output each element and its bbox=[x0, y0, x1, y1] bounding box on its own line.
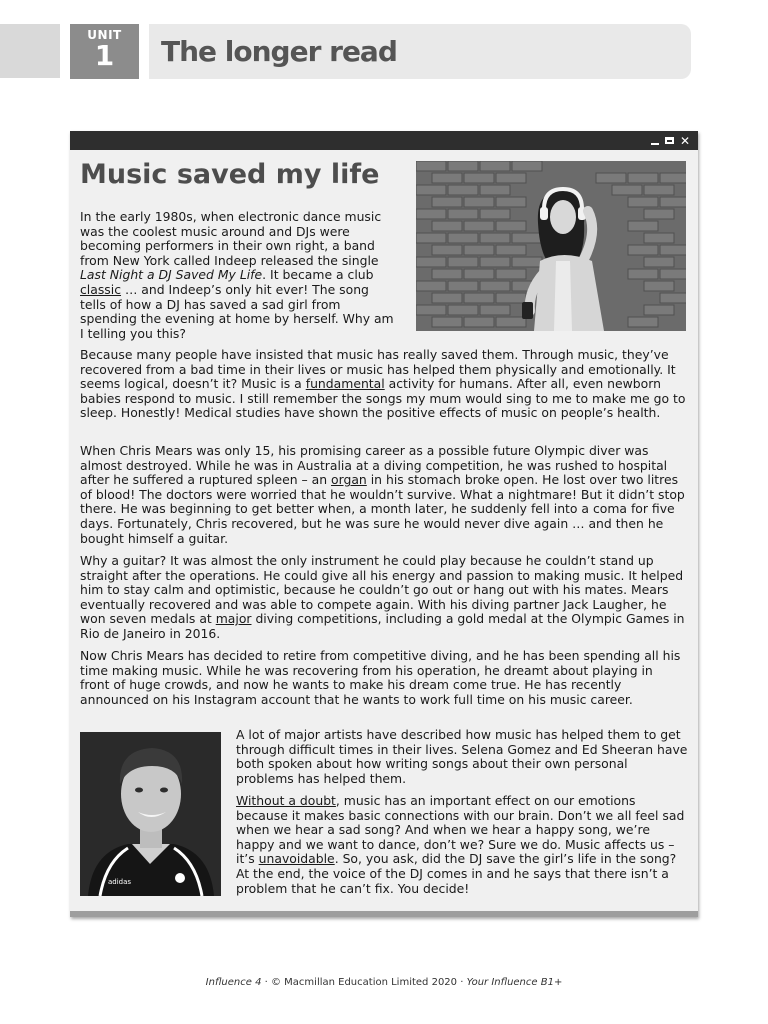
left-tab-decoration bbox=[0, 24, 60, 78]
article-window bbox=[70, 131, 698, 917]
paragraph-5 bbox=[80, 649, 686, 707]
paragraph-2 bbox=[80, 348, 686, 421]
glossary-word: major bbox=[215, 611, 252, 627]
paragraph-4 bbox=[80, 554, 686, 642]
chris-mears-portrait-photo bbox=[80, 732, 221, 896]
text-run: A lot of major artists have described how music has helped them to get through difficult times in their lives. Selena Gomez and Ed Sheeran have both spoken about how writing songs about their own personal problems has helped them. bbox=[236, 727, 688, 786]
window-title-bar bbox=[70, 131, 698, 150]
glossary-word: fundamental bbox=[305, 376, 385, 392]
paragraph-6 bbox=[236, 728, 688, 786]
svg-text:adidas: adidas bbox=[108, 878, 132, 886]
text-run: diving competitions, including a gold medal at the Olympic Games in Rio de Janeiro in 2016. bbox=[80, 611, 685, 641]
text-run: In the early 1980s, when electronic dance music was the coolest music around and DJs were becoming performers in their own right, a band from New York called Indeep released the single bbox=[80, 209, 382, 268]
glossary-word: unavoidable bbox=[258, 851, 335, 867]
paragraph-3 bbox=[80, 444, 686, 546]
unit-label: UNIT bbox=[87, 28, 122, 42]
italic-text: Last Night a DJ Saved My Life bbox=[80, 267, 263, 283]
unit-badge bbox=[70, 24, 139, 79]
close-icon[interactable]: ✕ bbox=[679, 133, 690, 148]
text-run: in his stomach broke open. He lost over two litres of blood! The doctors were worried that he wouldn’t survive. What a nightmare! But it didn’t stop there. He was beginning to get better when, a month later, he suddenly fell into a coma for five days. Fortunately, Chris recovered, but he was sure he would never dive again … and then he bought himself a guitar. bbox=[80, 472, 685, 546]
text-run: Now Chris Mears has decided to retire from competitive diving, and he has been spending all his time making music. While he was recovering from his operation, he dreamt about playing in front of huge crowds, and now he wants to make his dream come true. He has recently announced on his Instagram account that he wants to work full time on his music career. bbox=[80, 648, 681, 707]
page-title: The longer read bbox=[161, 35, 397, 68]
minimize-icon[interactable] bbox=[651, 143, 659, 145]
text-run: … and Indeep’s only hit ever! The song tells of how a DJ has saved a sad girl from spending the evening at home by herself. Why am I telling you this? bbox=[80, 281, 394, 341]
header-title-bar bbox=[149, 24, 691, 79]
glossary-word: organ bbox=[331, 472, 367, 488]
window-controls bbox=[651, 132, 690, 149]
text-run: activity for humans. After all, even newborn babies respond to music. I still remember the songs my mum would sing to me to make me go to sleep. Honestly! Medical studies have shown the positive effects of music on people’s health. bbox=[80, 376, 686, 421]
glossary-word: Without a doubt bbox=[236, 793, 336, 808]
text-run: . So, you ask, did the DJ save the girl’s life in the song? At the end, the voice of the DJ comes in and he says that there isn’t a problem that he can’t fix. You decide! bbox=[236, 851, 677, 896]
text-run: · © Macmillan Education Limited 2020 · bbox=[261, 977, 467, 988]
text-run: , music has an important effect on our emotions because it makes basic connections with our brain. Don’t we all feel sad when we hear a sad song? And when we hear a happy song, we’re happy and we want to dance, don’t we? Sure we do. Music affects us – it’s bbox=[236, 793, 685, 867]
text-run: When Chris Mears was only 15, his promising career as a possible future Olympic diver was almost destroyed. While he was in Australia at a diving competition, he was rushed to hospital after he suffered a ruptured spleen – an bbox=[80, 443, 668, 488]
text-run: Why a guitar? It was almost the only instrument he could play because he couldn’t stand up straight after the operations. He could give all his energy and passion to making music. It helped him to stay calm and optimistic, because he couldn’t go out or hang out with his mates. Mears eventually recovered and was able to compete again. With his diving partner Jack Laugher, he won seven medals at bbox=[80, 553, 684, 627]
italic-text: Influence 4 bbox=[205, 977, 262, 988]
paragraph-7 bbox=[236, 794, 688, 896]
window-bottom-bar bbox=[70, 911, 698, 917]
paragraph-intro bbox=[80, 210, 398, 341]
unit-number: 1 bbox=[94, 39, 115, 72]
article-title: Music saved my life bbox=[80, 159, 380, 190]
maximize-icon[interactable] bbox=[665, 137, 674, 144]
glossary-word: classic bbox=[80, 281, 122, 297]
girl-with-headphones-photo bbox=[416, 161, 686, 331]
text-run: Because many people have insisted that music has really saved them. Through music, they’ve recovered from a bad time in their lives or music has helped them physically and emotionally. It seems logical, doesn’t it? Music is a bbox=[80, 347, 676, 392]
italic-text: Your Influence B1+ bbox=[466, 977, 563, 988]
text-run: . It became a club bbox=[262, 267, 374, 283]
copyright-footer bbox=[0, 977, 768, 988]
